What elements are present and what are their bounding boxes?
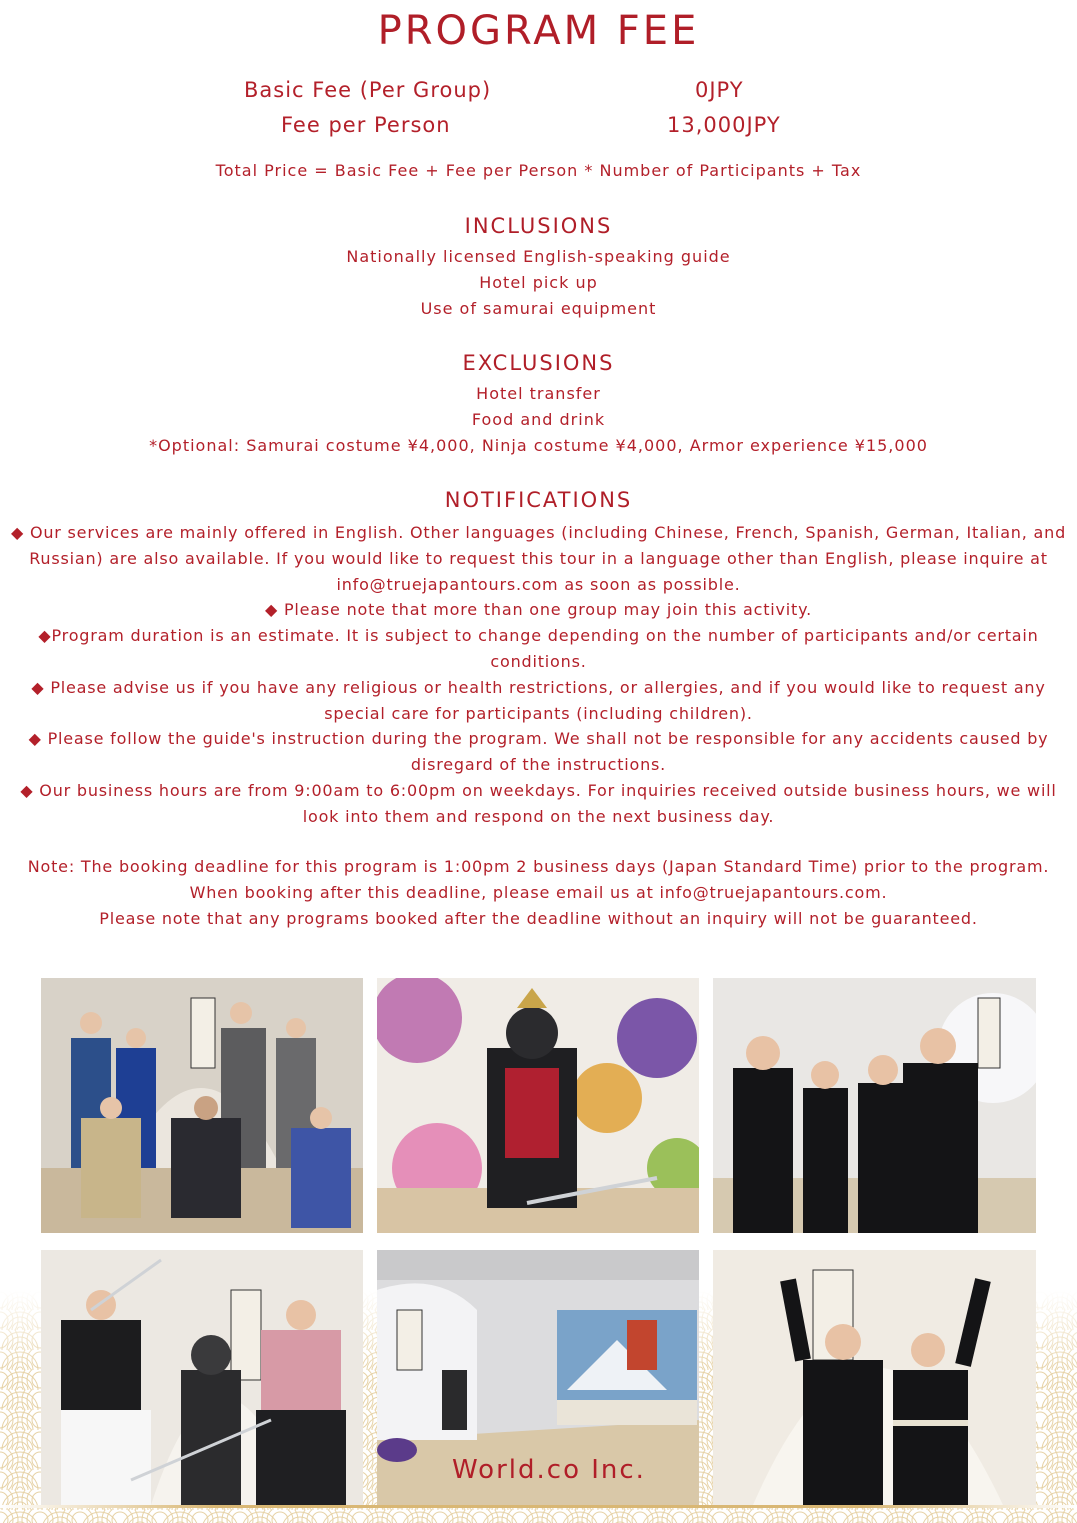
sword-demonstration-photo <box>41 1250 363 1505</box>
notification-item: ◆ Our services are mainly offered in English. Other languages (including Chinese, French, Spanish, German, Italian, and Russian) are also available. If you would like to request this tour in a language other than English, please inquire at info@truejapantours.com as soon as possible. <box>10 523 1067 594</box>
person-fee-label: Fee per Person <box>281 113 451 137</box>
basic-fee-label: Basic Fee (Per Group) <box>244 78 492 102</box>
notifications-list <box>0 520 1077 830</box>
inclusion-item: Use of samurai equipment <box>420 299 657 318</box>
group-samurai-photo <box>41 978 363 1233</box>
inclusions-heading: INCLUSIONS <box>464 214 613 238</box>
company-name: World.co Inc. <box>452 1455 646 1485</box>
samurai-armor-photo <box>377 978 699 1233</box>
notification-item: ◆ Please follow the guide's instruction during the program. We shall not be responsible for any accidents caused by disregard of the instructions. <box>28 729 1049 775</box>
exclusions-heading: EXCLUSIONS <box>462 351 615 375</box>
booking-note <box>0 854 1077 931</box>
ninja-family-photo <box>713 978 1036 1233</box>
page-title: PROGRAM FEE <box>377 8 700 54</box>
exclusion-item: Hotel transfer <box>476 384 601 403</box>
inclusion-item: Hotel pick up <box>479 273 598 292</box>
person-fee-value: 13,000JPY <box>667 113 781 137</box>
notification-item: ◆ Please note that more than one group may join this activity. <box>264 600 812 620</box>
note-line: Please note that any programs booked after the deadline without an inquiry will not be guaranteed. <box>99 908 978 928</box>
ninja-women-photo <box>713 1250 1036 1505</box>
note-line: When booking after this deadline, please email us at info@truejapantours.com. <box>189 882 888 902</box>
exclusion-item: Food and drink <box>471 410 606 429</box>
total-formula: Total Price = Basic Fee + Fee per Person * Number of Participants + Tax <box>215 161 862 180</box>
notification-item: ◆ Please advise us if you have any religious or health restrictions, or allergies, and if you would like to request any special care for participants (including children). <box>31 677 1046 723</box>
optional-costumes: *Optional: Samurai costume ¥4,000, Ninja costume ¥4,000, Armor experience ¥15,000 <box>149 436 928 455</box>
gold-divider <box>0 1505 1077 1508</box>
notifications-heading: NOTIFICATIONS <box>444 488 633 512</box>
notification-item: ◆ Our business hours are from 9:00am to 6:00pm on weekdays. For inquiries received outside business hours, we will look into them and respond on the next business day. <box>20 780 1057 826</box>
note-line: Note: The booking deadline for this program is 1:00pm 2 business days (Japan Standard Time) prior to the program. <box>27 857 1050 876</box>
notification-item: ◆Program duration is an estimate. It is subject to change depending on the number of participants and/or certain conditions. <box>38 626 1039 671</box>
basic-fee-value: 0JPY <box>695 78 744 102</box>
inclusion-item: Nationally licensed English-speaking guide <box>346 247 731 266</box>
